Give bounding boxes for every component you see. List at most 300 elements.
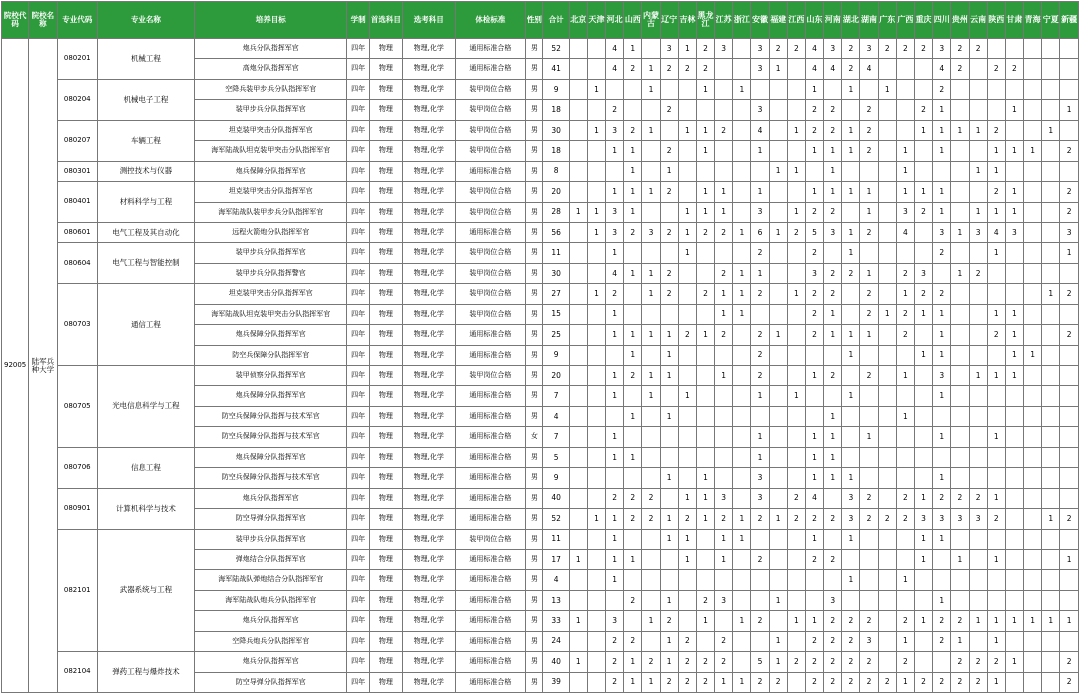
province-count-cell (678, 141, 696, 161)
header-province: 黑龙江 (696, 2, 714, 39)
first-subject-cell: 物理 (369, 325, 402, 345)
province-count-cell (878, 366, 896, 386)
province-count-cell (1042, 345, 1060, 365)
years-cell: 四年 (347, 161, 369, 181)
province-count-cell (1024, 243, 1042, 263)
province-count-cell (715, 468, 733, 488)
province-count-cell (878, 488, 896, 508)
province-count-cell: 2 (933, 243, 951, 263)
province-count-cell (969, 549, 987, 569)
total-cell: 11 (543, 243, 569, 263)
province-count-cell (951, 161, 969, 181)
gender-cell: 男 (526, 243, 543, 263)
first-subject-cell: 物理 (369, 366, 402, 386)
province-count-cell: 2 (624, 120, 642, 140)
province-count-cell: 2 (842, 652, 860, 672)
province-count-cell (951, 468, 969, 488)
training-target-cell: 炮兵保障分队指挥军官 (194, 386, 347, 406)
province-count-cell (587, 631, 605, 651)
province-count-cell (733, 570, 751, 590)
province-count-cell (860, 79, 878, 99)
total-cell: 56 (543, 222, 569, 242)
province-count-cell (969, 570, 987, 590)
first-subject-cell: 物理 (369, 570, 402, 590)
province-count-cell (987, 529, 1005, 549)
province-count-cell (951, 529, 969, 549)
province-count-cell (1024, 570, 1042, 590)
province-count-cell (896, 79, 914, 99)
province-count-cell (769, 447, 787, 467)
province-count-cell: 1 (969, 366, 987, 386)
province-count-cell: 2 (624, 222, 642, 242)
province-count-cell: 3 (606, 202, 624, 222)
province-count-cell (587, 386, 605, 406)
total-cell: 8 (543, 161, 569, 181)
province-count-cell: 2 (715, 509, 733, 529)
province-count-cell (642, 549, 660, 569)
province-count-cell (660, 488, 678, 508)
elective-subjects-cell: 物理,化学 (403, 631, 456, 651)
province-count-cell (769, 529, 787, 549)
years-cell: 四年 (347, 59, 369, 79)
years-cell: 四年 (347, 652, 369, 672)
province-count-cell: 1 (660, 406, 678, 426)
elective-subjects-cell: 物理,化学 (403, 590, 456, 610)
province-count-cell (787, 366, 805, 386)
province-count-cell (769, 202, 787, 222)
province-count-cell (715, 59, 733, 79)
province-count-cell: 2 (660, 611, 678, 631)
province-count-cell (1060, 304, 1079, 324)
province-count-cell (587, 304, 605, 324)
province-count-cell (678, 570, 696, 590)
province-count-cell (842, 427, 860, 447)
province-count-cell (569, 386, 587, 406)
province-count-cell: 1 (933, 141, 951, 161)
province-count-cell: 2 (624, 590, 642, 610)
province-count-cell: 1 (606, 570, 624, 590)
province-count-cell: 1 (1005, 202, 1023, 222)
province-count-cell (1042, 529, 1060, 549)
province-count-cell (587, 406, 605, 426)
province-count-cell: 1 (914, 611, 932, 631)
province-count-cell (1060, 447, 1079, 467)
province-count-cell: 2 (896, 39, 914, 59)
province-count-cell (733, 447, 751, 467)
province-count-cell (769, 141, 787, 161)
province-count-cell: 2 (896, 263, 914, 283)
province-count-cell (787, 182, 805, 202)
province-count-cell: 3 (751, 100, 769, 120)
province-count-cell (1024, 100, 1042, 120)
province-count-cell (678, 345, 696, 365)
province-count-cell (715, 243, 733, 263)
province-count-cell: 1 (587, 202, 605, 222)
province-count-cell (1024, 672, 1042, 692)
province-count-cell: 2 (969, 263, 987, 283)
total-cell: 20 (543, 366, 569, 386)
province-count-cell (1060, 570, 1079, 590)
province-count-cell: 1 (787, 161, 805, 181)
province-count-cell (769, 263, 787, 283)
province-count-cell (969, 79, 987, 99)
province-count-cell: 2 (715, 263, 733, 283)
province-count-cell: 1 (842, 386, 860, 406)
province-count-cell (660, 386, 678, 406)
province-count-cell (969, 447, 987, 467)
province-count-cell: 2 (860, 284, 878, 304)
province-count-cell (624, 468, 642, 488)
years-cell: 四年 (347, 386, 369, 406)
province-count-cell (587, 59, 605, 79)
province-count-cell: 4 (824, 59, 842, 79)
province-count-cell (569, 304, 587, 324)
province-count-cell: 2 (914, 100, 932, 120)
major-name-cell: 机械工程 (97, 39, 194, 80)
province-count-cell: 1 (842, 141, 860, 161)
province-count-cell (824, 345, 842, 365)
province-count-cell (678, 284, 696, 304)
first-subject-cell: 物理 (369, 141, 402, 161)
province-count-cell (805, 590, 823, 610)
province-count-cell (969, 406, 987, 426)
province-count-cell: 2 (696, 672, 714, 692)
province-count-cell: 1 (1042, 120, 1060, 140)
province-count-cell (969, 427, 987, 447)
province-count-cell (842, 304, 860, 324)
province-count-cell (569, 39, 587, 59)
medical-standard-cell: 装甲岗位合格 (455, 366, 526, 386)
province-count-cell: 1 (569, 549, 587, 569)
province-count-cell (969, 141, 987, 161)
province-count-cell (642, 447, 660, 467)
province-count-cell (569, 447, 587, 467)
province-count-cell: 1 (987, 672, 1005, 692)
province-count-cell: 1 (933, 202, 951, 222)
province-count-cell (587, 325, 605, 345)
medical-standard-cell: 通用标准合格 (455, 611, 526, 631)
medical-standard-cell: 装甲岗位合格 (455, 263, 526, 283)
province-count-cell (878, 161, 896, 181)
province-count-cell (1042, 652, 1060, 672)
province-count-cell (951, 202, 969, 222)
province-count-cell (914, 386, 932, 406)
province-count-cell (842, 202, 860, 222)
header-province: 湖南 (860, 2, 878, 39)
header-province: 山西 (624, 2, 642, 39)
province-count-cell: 1 (933, 427, 951, 447)
province-count-cell (1060, 427, 1079, 447)
province-count-cell (896, 427, 914, 447)
province-count-cell: 1 (914, 529, 932, 549)
province-count-cell (787, 427, 805, 447)
province-count-cell (696, 570, 714, 590)
gender-cell: 男 (526, 100, 543, 120)
province-count-cell (606, 406, 624, 426)
province-count-cell (715, 406, 733, 426)
medical-standard-cell: 装甲岗位合格 (455, 284, 526, 304)
province-count-cell: 1 (642, 59, 660, 79)
province-count-cell: 1 (1042, 284, 1060, 304)
province-count-cell: 3 (933, 509, 951, 529)
years-cell: 四年 (347, 427, 369, 447)
training-target-cell: 坦克装甲突击分队指挥军官 (194, 182, 347, 202)
province-count-cell (805, 386, 823, 406)
province-count-cell (733, 488, 751, 508)
province-count-cell: 1 (787, 284, 805, 304)
province-count-cell (969, 529, 987, 549)
province-count-cell (769, 468, 787, 488)
province-count-cell: 2 (951, 652, 969, 672)
header-province: 山东 (805, 2, 823, 39)
major-name-cell: 弹药工程与爆炸技术 (97, 652, 194, 693)
province-count-cell (587, 549, 605, 569)
province-count-cell: 2 (933, 611, 951, 631)
training-target-cell: 装甲步兵分队指挥军官 (194, 243, 347, 263)
first-subject-cell: 物理 (369, 39, 402, 59)
province-count-cell: 1 (951, 222, 969, 242)
header-first-subject: 首选科目 (369, 2, 402, 39)
province-count-cell: 1 (842, 325, 860, 345)
province-count-cell (678, 79, 696, 99)
province-count-cell (951, 427, 969, 447)
gender-cell: 男 (526, 509, 543, 529)
province-count-cell (933, 652, 951, 672)
province-count-cell (787, 672, 805, 692)
medical-standard-cell: 装甲岗位合格 (455, 182, 526, 202)
province-count-cell: 1 (733, 79, 751, 99)
province-count-cell (642, 406, 660, 426)
province-count-cell (569, 284, 587, 304)
province-count-cell: 1 (842, 120, 860, 140)
province-count-cell (1042, 202, 1060, 222)
medical-standard-cell: 通用标准合格 (455, 652, 526, 672)
province-count-cell (1005, 529, 1023, 549)
province-count-cell: 1 (715, 529, 733, 549)
province-count-cell (824, 529, 842, 549)
province-count-cell: 2 (860, 222, 878, 242)
province-count-cell (569, 529, 587, 549)
province-count-cell (951, 590, 969, 610)
medical-standard-cell: 通用标准合格 (455, 590, 526, 610)
province-count-cell (987, 386, 1005, 406)
province-count-cell: 3 (860, 631, 878, 651)
province-count-cell: 2 (914, 39, 932, 59)
province-count-cell: 1 (987, 243, 1005, 263)
major-name-cell: 材料科学与工程 (97, 182, 194, 223)
total-cell: 33 (543, 611, 569, 631)
province-count-cell: 1 (769, 631, 787, 651)
header-province: 安徽 (751, 2, 769, 39)
province-count-cell: 1 (1005, 366, 1023, 386)
province-count-cell (878, 141, 896, 161)
province-count-cell: 2 (896, 488, 914, 508)
province-count-cell (878, 222, 896, 242)
province-count-cell: 1 (805, 468, 823, 488)
province-count-cell (1024, 549, 1042, 569)
province-count-cell: 1 (624, 202, 642, 222)
province-count-cell (896, 243, 914, 263)
province-count-cell (787, 345, 805, 365)
province-count-cell (587, 611, 605, 631)
training-target-cell: 炮兵分队指挥军官 (194, 611, 347, 631)
province-count-cell (696, 427, 714, 447)
province-count-cell: 1 (933, 182, 951, 202)
province-count-cell (914, 161, 932, 181)
province-count-cell: 2 (1060, 509, 1079, 529)
medical-standard-cell: 通用标准合格 (455, 509, 526, 529)
total-cell: 15 (543, 304, 569, 324)
province-count-cell (769, 386, 787, 406)
elective-subjects-cell: 物理,化学 (403, 222, 456, 242)
province-count-cell (1005, 631, 1023, 651)
first-subject-cell: 物理 (369, 345, 402, 365)
header-province: 天津 (587, 2, 605, 39)
province-count-cell: 1 (969, 611, 987, 631)
province-count-cell (642, 570, 660, 590)
province-count-cell: 2 (642, 488, 660, 508)
province-count-cell (733, 652, 751, 672)
province-count-cell (824, 570, 842, 590)
province-count-cell: 2 (696, 652, 714, 672)
province-count-cell: 4 (860, 59, 878, 79)
first-subject-cell: 物理 (369, 406, 402, 426)
first-subject-cell: 物理 (369, 590, 402, 610)
years-cell: 四年 (347, 202, 369, 222)
province-count-cell: 1 (715, 549, 733, 569)
province-count-cell (642, 468, 660, 488)
province-count-cell (1024, 406, 1042, 426)
province-count-cell (642, 590, 660, 610)
province-count-cell: 2 (860, 141, 878, 161)
province-count-cell: 1 (642, 611, 660, 631)
province-count-cell (587, 39, 605, 59)
medical-standard-cell: 通用标准合格 (455, 59, 526, 79)
province-count-cell: 2 (787, 39, 805, 59)
gender-cell: 男 (526, 263, 543, 283)
province-count-cell: 2 (805, 652, 823, 672)
province-count-cell: 1 (1005, 325, 1023, 345)
province-count-cell: 1 (606, 182, 624, 202)
province-count-cell: 1 (751, 263, 769, 283)
province-count-cell (1060, 590, 1079, 610)
province-count-cell (733, 366, 751, 386)
total-cell: 18 (543, 141, 569, 161)
province-count-cell: 2 (824, 100, 842, 120)
province-count-cell: 1 (624, 141, 642, 161)
province-count-cell (569, 243, 587, 263)
province-count-cell: 4 (606, 39, 624, 59)
province-count-cell (624, 79, 642, 99)
table-row (2, 182, 1079, 202)
province-count-cell: 2 (678, 631, 696, 651)
province-count-cell: 1 (660, 590, 678, 610)
total-cell: 7 (543, 386, 569, 406)
province-count-cell: 1 (587, 79, 605, 99)
province-count-cell (878, 590, 896, 610)
province-count-cell: 1 (824, 325, 842, 345)
province-count-cell: 1 (642, 672, 660, 692)
province-count-cell (987, 284, 1005, 304)
province-count-cell (1024, 427, 1042, 447)
province-count-cell: 2 (642, 509, 660, 529)
province-count-cell: 1 (769, 325, 787, 345)
province-count-cell (587, 447, 605, 467)
province-count-cell: 3 (933, 39, 951, 59)
elective-subjects-cell: 物理,化学 (403, 59, 456, 79)
table-row (2, 447, 1079, 467)
province-count-cell: 1 (715, 182, 733, 202)
province-count-cell (678, 447, 696, 467)
medical-standard-cell: 装甲岗位合格 (455, 529, 526, 549)
province-count-cell: 1 (896, 284, 914, 304)
first-subject-cell: 物理 (369, 59, 402, 79)
province-count-cell (642, 345, 660, 365)
training-target-cell: 空降兵炮兵分队指挥军官 (194, 631, 347, 651)
elective-subjects-cell: 物理,化学 (403, 366, 456, 386)
years-cell: 四年 (347, 79, 369, 99)
medical-standard-cell: 装甲岗位合格 (455, 243, 526, 263)
province-count-cell: 2 (678, 509, 696, 529)
province-count-cell: 1 (1005, 141, 1023, 161)
province-count-cell: 2 (606, 284, 624, 304)
province-count-cell: 1 (933, 386, 951, 406)
province-count-cell (569, 468, 587, 488)
province-count-cell (969, 325, 987, 345)
province-count-cell (896, 120, 914, 140)
province-count-cell (678, 590, 696, 610)
province-count-cell: 2 (914, 202, 932, 222)
province-count-cell: 2 (824, 549, 842, 569)
province-count-cell (914, 570, 932, 590)
province-count-cell (1005, 79, 1023, 99)
province-count-cell: 1 (660, 652, 678, 672)
province-count-cell (951, 243, 969, 263)
province-count-cell: 2 (933, 631, 951, 651)
province-count-cell: 2 (824, 509, 842, 529)
province-count-cell: 4 (987, 222, 1005, 242)
elective-subjects-cell: 物理,化学 (403, 161, 456, 181)
province-count-cell: 2 (805, 202, 823, 222)
training-target-cell: 炮兵分队指挥军官 (194, 39, 347, 59)
province-count-cell (587, 652, 605, 672)
province-count-cell (896, 345, 914, 365)
total-cell: 24 (543, 631, 569, 651)
province-count-cell (914, 222, 932, 242)
major-code-cell: 080703 (57, 284, 97, 366)
years-cell: 四年 (347, 468, 369, 488)
province-count-cell (987, 447, 1005, 467)
province-count-cell (1060, 345, 1079, 365)
province-count-cell (587, 590, 605, 610)
header-province: 江苏 (715, 2, 733, 39)
training-target-cell: 防空兵保障分队指挥与技术军官 (194, 406, 347, 426)
province-count-cell (1042, 631, 1060, 651)
province-count-cell (860, 549, 878, 569)
elective-subjects-cell: 物理,化学 (403, 243, 456, 263)
major-code-cell: 080201 (57, 39, 97, 80)
province-count-cell (751, 304, 769, 324)
province-count-cell: 2 (860, 366, 878, 386)
first-subject-cell: 物理 (369, 202, 402, 222)
years-cell: 四年 (347, 549, 369, 569)
province-count-cell: 1 (787, 202, 805, 222)
gender-cell: 男 (526, 611, 543, 631)
medical-standard-cell: 通用标准合格 (455, 406, 526, 426)
major-code-cell: 080604 (57, 243, 97, 284)
province-count-cell (805, 406, 823, 426)
province-count-cell (1024, 488, 1042, 508)
